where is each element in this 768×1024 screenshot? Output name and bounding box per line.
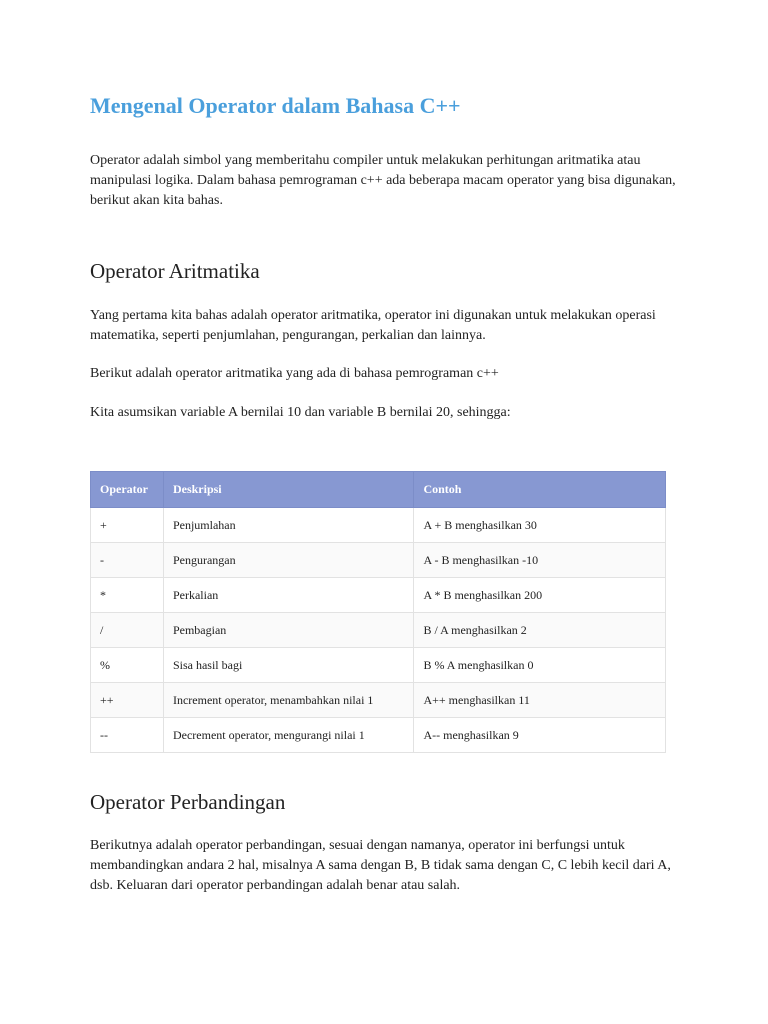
cell-deskripsi: Increment operator, menambahkan nilai 1 <box>163 683 414 718</box>
cell-operator: -- <box>91 718 164 753</box>
cell-deskripsi: Pembagian <box>163 613 414 648</box>
compare-paragraph-1: Berikutnya adalah operator perbandingan, sesuai dengan namanya, operator ini berfungsi untuk membandingkan andara 2 hal, misalnya A sama dengan B, B tidak sama dengan C, C lebih kecil dari A, dsb. Keluaran dari operator perbandingan adalah benar atau salah. <box>90 838 671 893</box>
cell-contoh: A-- menghasilkan 9 <box>414 718 666 753</box>
cell-operator: + <box>91 508 164 543</box>
page-title: Mengenal Operator dalam Bahasa C++ <box>90 93 461 118</box>
arith-paragraph-3: Kita asumsikan variable A bernilai 10 dan variable B bernilai 20, sehingga: <box>90 405 511 420</box>
header-deskripsi: Deskripsi <box>163 472 414 508</box>
cell-deskripsi: Sisa hasil bagi <box>163 648 414 683</box>
table-row <box>91 648 666 683</box>
heading-operator-perbandingan: Operator Perbandingan <box>90 790 286 814</box>
cell-operator: - <box>91 543 164 578</box>
cell-contoh: A * B menghasilkan 200 <box>414 578 666 613</box>
table-row <box>91 613 666 648</box>
cell-contoh: A++ menghasilkan 11 <box>414 683 666 718</box>
cell-contoh: A + B menghasilkan 30 <box>414 508 666 543</box>
arithmetic-operator-table <box>90 471 666 753</box>
table-row <box>91 543 666 578</box>
cell-operator: * <box>91 578 164 613</box>
cell-contoh: A - B menghasilkan -10 <box>414 543 666 578</box>
header-contoh: Contoh <box>414 472 666 508</box>
header-operator: Operator <box>91 472 164 508</box>
cell-operator: / <box>91 613 164 648</box>
heading-operator-aritmatika: Operator Aritmatika <box>90 259 260 283</box>
cell-deskripsi: Penjumlahan <box>163 508 414 543</box>
arith-paragraph-1: Yang pertama kita bahas adalah operator aritmatika, operator ini digunakan untuk melakukan operasi matematika, seperti penjumlahan, pengurangan, perkalian dan lainnya. <box>90 308 656 343</box>
intro-paragraph: Operator adalah simbol yang memberitahu compiler untuk melakukan perhitungan aritmatika atau manipulasi logika. Dalam bahasa pemrograman c++ ada beberapa macam operator yang bisa digunakan, berikut akan kita bahas. <box>90 153 676 208</box>
cell-deskripsi: Perkalian <box>163 578 414 613</box>
arith-paragraph-2: Berikut adalah operator aritmatika yang ada di bahasa pemrograman c++ <box>90 366 499 381</box>
table-row <box>91 578 666 613</box>
cell-deskripsi: Pengurangan <box>163 543 414 578</box>
table-header-row <box>91 472 666 508</box>
cell-contoh: B % A menghasilkan 0 <box>414 648 666 683</box>
table-row <box>91 508 666 543</box>
table-row <box>91 683 666 718</box>
cell-deskripsi: Decrement operator, mengurangi nilai 1 <box>163 718 414 753</box>
table-row <box>91 718 666 753</box>
cell-operator: ++ <box>91 683 164 718</box>
cell-contoh: B / A menghasilkan 2 <box>414 613 666 648</box>
cell-operator: % <box>91 648 164 683</box>
